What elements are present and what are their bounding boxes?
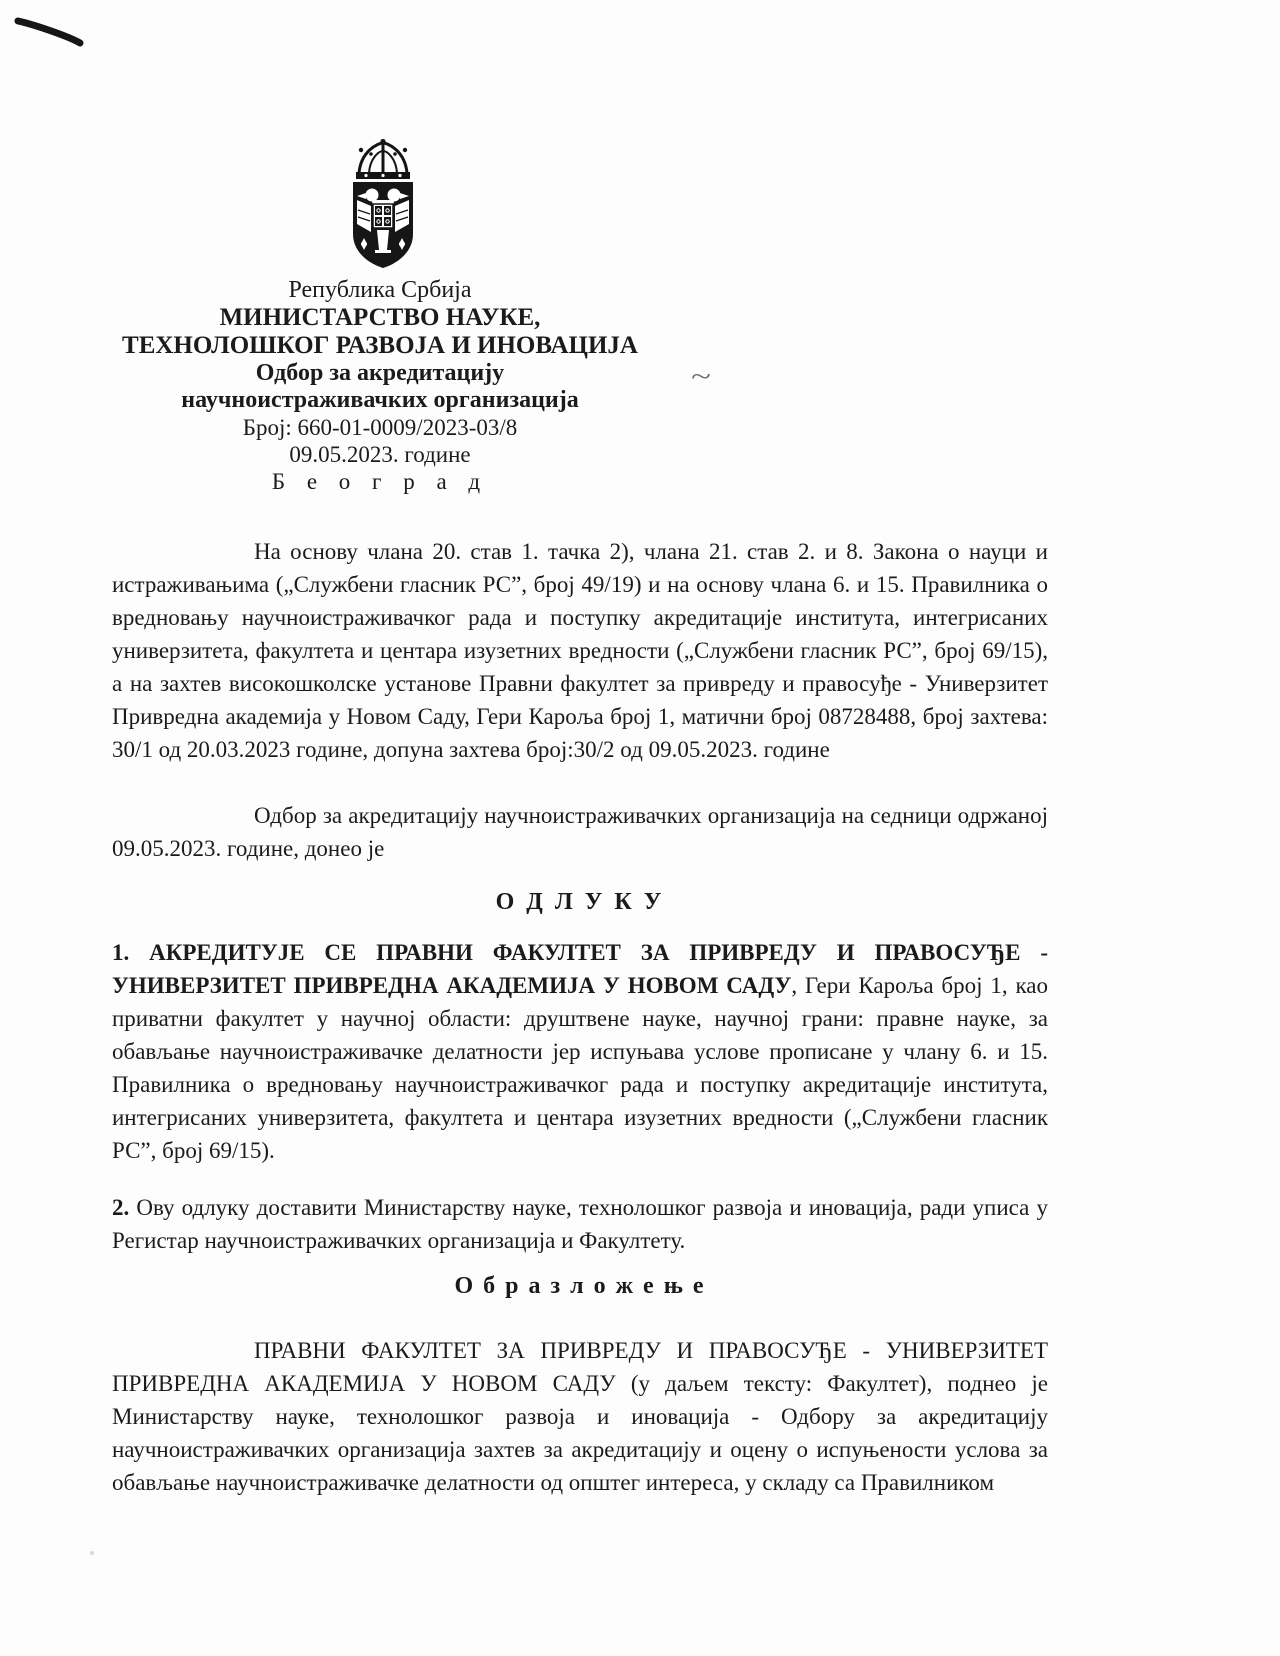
letterhead	[100, 276, 660, 495]
serbia-coat-of-arms-icon	[344, 138, 422, 275]
intro-paragraph: На основу члана 20. став 1. тачка 2), члана 21. став 2. и 8. Закона о науци и истраживањима („Службени гласник РС”, број 49/19) и на основу члана 6. и 15. Правилника о вредновању научноистраживачког рада и поступку акредитације института, интегрисаних универзитета, факултета и центара изузетних вредности („Службени гласник РС”, број 69/15), а на захтев високошколске установе Правни факултет за привреду и правосуђе - Универзитет Привредна академија у Новом Саду, Гери Кароља број 1, матични број 08728488, број захтева: 30/1 од 20.03.2023 године, допуна захтева број:30/2 од 09.05.2023. године	[112, 539, 1048, 762]
dot-artifact	[90, 1551, 94, 1555]
letterhead-board-line1: Одбор за акредитацију	[255, 360, 505, 386]
decision-item-1	[112, 936, 1048, 1167]
letterhead-ministry-line2: ТЕХНОЛОШКОГ РАЗВОЈА И ИНОВАЦИЈА	[122, 332, 638, 359]
decision-item-1-bold: 1. АКРЕДИТУЈЕ СЕ ПРАВНИ ФАКУЛТЕТ ЗА ПРИВРЕДУ И ПРАВОСУЂЕ - УНИВЕРЗИТЕТ ПРИВРЕДНА АКАДЕМИЈА У НОВОМ САДУ	[112, 940, 1048, 998]
letterhead-country: Република Србија	[288, 277, 472, 303]
decision-item-2-bold: 2.	[112, 1195, 130, 1220]
letterhead-board-line2: научноистраживачких организација	[181, 387, 579, 413]
letterhead-ministry-line1: МИНИСТАРСТВО НАУКЕ,	[219, 304, 541, 331]
session-paragraph: Одбор за акредитацију научноистраживачких организација на седници одржаној 09.05.2023. године, донео је	[112, 803, 1048, 861]
document-body	[112, 535, 1048, 1499]
rationale-heading: О б р а з л о ж е њ е	[454, 1273, 706, 1299]
decision-heading: О Д Л У К У	[495, 889, 665, 915]
tilde-artifact: ~	[691, 362, 711, 391]
decision-item-2-text: Ову одлуку доставити Министарству науке, технолошког развоја и иновација, ради уписа у Регистар научноистраживачких организација и Факултету.	[112, 1195, 1048, 1253]
rationale-paragraph: ПРАВНИ ФАКУЛТЕТ ЗА ПРИВРЕДУ И ПРАВОСУЂЕ - УНИВЕРЗИТЕТ ПРИВРЕДНА АКАДЕМИЈА У НОВОМ САДУ (у даљем тексту: Факултет), поднео је Министарству науке, технолошког развоја и иновација - Одбору за акредитацију научноистраживачких организација захтев за акредитацију и оцену о испуњености услова за обављање научноистраживачке делатности од општег интереса, у складу са Правилником	[112, 1338, 1048, 1495]
pen-stroke-artifact	[12, 12, 102, 61]
letterhead-case-number: Број: 660-01-0009/2023-03/8	[242, 415, 518, 440]
decision-item-1-text: , Гери Кароља број 1, као приватни факултет у научној области: друштвене науке, научној грани: правне науке, за обављање научноистраживачке делатности јер испуњава услове прописане у члану 6. и 15. Правилника о вредновању научноистраживачког рада и поступку акредитације института, интегрисаних универзитета, факултета и центара изузетних вредности („Службени гласник РС”, број 69/15).	[112, 973, 1048, 1163]
decision-item-2	[112, 1191, 1048, 1257]
letterhead-city: Б е о г р а д	[271, 469, 489, 494]
letterhead-date: 09.05.2023. године	[289, 442, 471, 467]
